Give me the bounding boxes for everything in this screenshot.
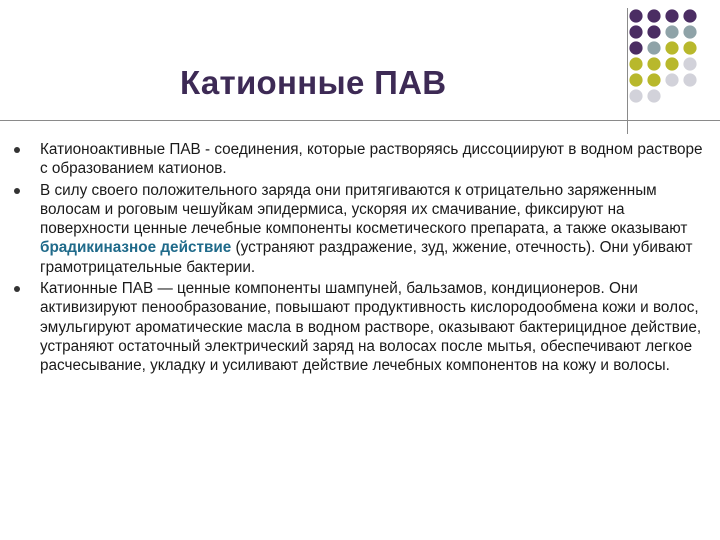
horizontal-divider xyxy=(0,120,720,121)
decorative-dot xyxy=(665,25,678,38)
decorative-dot xyxy=(647,9,660,22)
bullet-icon xyxy=(14,188,20,194)
bullet-item xyxy=(12,279,712,375)
bullet-text: Катионоактивные ПАВ - соединения, которые растворяясь диссоциируют в водном растворе с образованием катионов. xyxy=(40,141,703,178)
bullet-icon xyxy=(14,147,20,153)
bullet-item xyxy=(12,140,712,179)
decorative-dot xyxy=(647,57,660,70)
decorative-dot xyxy=(629,73,642,86)
decorative-dot xyxy=(683,9,696,22)
slide-title: Катионные ПАВ xyxy=(180,64,447,101)
decorative-dot xyxy=(629,57,642,70)
decorative-dot xyxy=(647,25,660,38)
decorative-dot xyxy=(683,41,696,54)
decorative-dot xyxy=(629,9,642,22)
decorative-dot xyxy=(647,41,660,54)
decorative-dot xyxy=(665,9,678,22)
vertical-divider xyxy=(627,8,628,134)
decorative-dot xyxy=(665,57,678,70)
decorative-dot xyxy=(683,25,696,38)
bullet-list xyxy=(12,140,712,378)
bullet-item xyxy=(12,181,712,277)
decorative-dot xyxy=(647,89,660,102)
bullet-text-part: В силу своего положительного заряда они притягиваются к отрицательно заряженным волосам и роговым чешуйкам эпидермиса, ускоряя их смачивание, фиксируют на поверхности ценные лечебные компоненты косметического препарата, а также оказывают xyxy=(40,181,688,238)
decorative-dot xyxy=(683,57,696,70)
decorative-dot xyxy=(665,41,678,54)
bullet-icon xyxy=(14,286,20,292)
highlighted-term: брадикиназное действие xyxy=(40,239,232,257)
decorative-dot xyxy=(665,73,678,86)
decorative-dot xyxy=(647,73,660,86)
decorative-dot xyxy=(629,41,642,54)
decorative-dot xyxy=(629,89,642,102)
bullet-text: Катионные ПАВ — ценные компоненты шампуней, бальзамов, кондиционеров. Они активизируют пенообразование, повышают продуктивность кислородообмена кожи и волос, эмульгируют ароматические масла в водном растворе, оказывают бактерицидное действие, устраняют остаточный электрический заряд на волосах после мытья, обеспечивают легкое расчесывание, укладку и усиливают действие лечебных компонентов на кожу и волосы. xyxy=(40,280,702,375)
decorative-dot xyxy=(629,25,642,38)
bullet-text-part: (устраняют раздражение, зуд, жжение, отечность). Они убивают грамотрицательные бактерии. xyxy=(40,239,693,276)
decorative-dot xyxy=(683,73,696,86)
